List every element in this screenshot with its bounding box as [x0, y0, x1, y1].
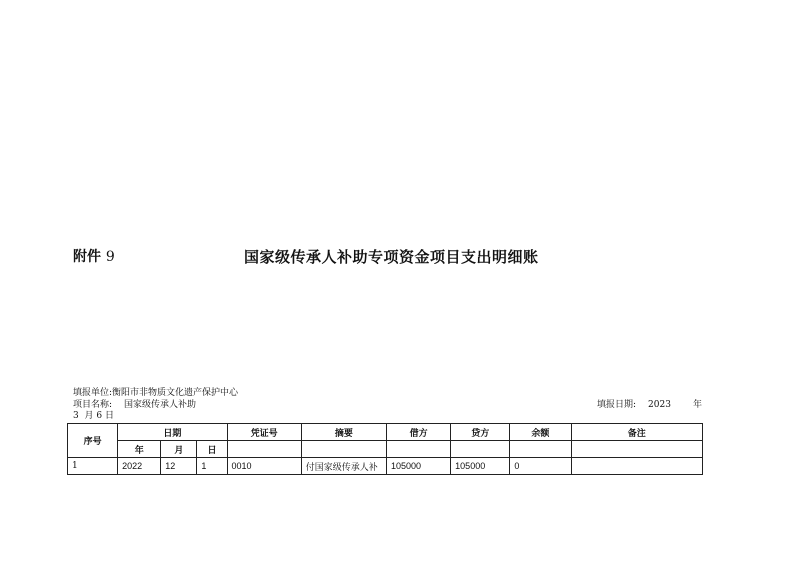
document-title: 国家级传承人补助专项资金项目支出明细账: [244, 248, 539, 266]
report-date-day: 6: [96, 411, 103, 421]
cell-remarks: [571, 458, 702, 475]
header-date: 日期: [118, 424, 227, 441]
cell-balance: 0: [510, 458, 571, 475]
header-summary: 摘要: [301, 424, 386, 441]
header-debit: 借方: [386, 424, 450, 441]
report-date-year-unit: 年: [692, 400, 702, 410]
project-name-value: 国家级传承人补助: [124, 400, 197, 410]
report-date: [597, 400, 702, 411]
empty-cell: [451, 441, 510, 458]
empty-cell: [301, 441, 386, 458]
empty-cell: [571, 441, 702, 458]
project-name-label: 项目名称:: [73, 400, 113, 410]
empty-cell: [227, 441, 301, 458]
subheader-day: 日: [197, 441, 227, 458]
cell-seq: 1: [68, 458, 118, 475]
report-date-day-unit: 日: [104, 411, 114, 421]
report-date-label: 填报日期:: [597, 400, 637, 410]
table-row: [68, 458, 703, 475]
table-header-row: [68, 424, 703, 441]
report-date-month: 3: [73, 411, 79, 421]
reporting-unit: [73, 388, 238, 399]
report-date-month-unit: 月: [84, 411, 94, 421]
attachment-label: [73, 246, 115, 266]
empty-cell: [386, 441, 450, 458]
header-voucher: 凭证号: [227, 424, 301, 441]
subheader-month: 月: [161, 441, 197, 458]
attachment-label-text: 附件: [73, 249, 101, 265]
cell-day: 1: [197, 458, 227, 475]
report-date-year: 2023: [648, 400, 671, 410]
subheader-year: 年: [118, 441, 161, 458]
ledger-table: [67, 423, 703, 475]
cell-summary: 付国家级传承人补: [301, 458, 386, 475]
report-date-continued: [73, 411, 114, 422]
reporting-unit-label: 填报单位:: [73, 388, 113, 398]
empty-cell: [510, 441, 571, 458]
table-subheader-row: [68, 441, 703, 458]
header-balance: 余额: [510, 424, 571, 441]
cell-credit: 105000: [451, 458, 510, 475]
cell-year: 2022: [118, 458, 161, 475]
header-credit: 贷方: [451, 424, 510, 441]
cell-month: 12: [161, 458, 197, 475]
cell-debit: 105000: [386, 458, 450, 475]
reporting-unit-value: 衡阳市非物质文化遗产保护中心: [112, 388, 239, 398]
header-remarks: 备注: [571, 424, 702, 441]
project-name: [73, 400, 196, 411]
cell-voucher: 0010: [227, 458, 301, 475]
header-seq: 序号: [68, 424, 118, 458]
attachment-number: 9: [105, 249, 115, 265]
